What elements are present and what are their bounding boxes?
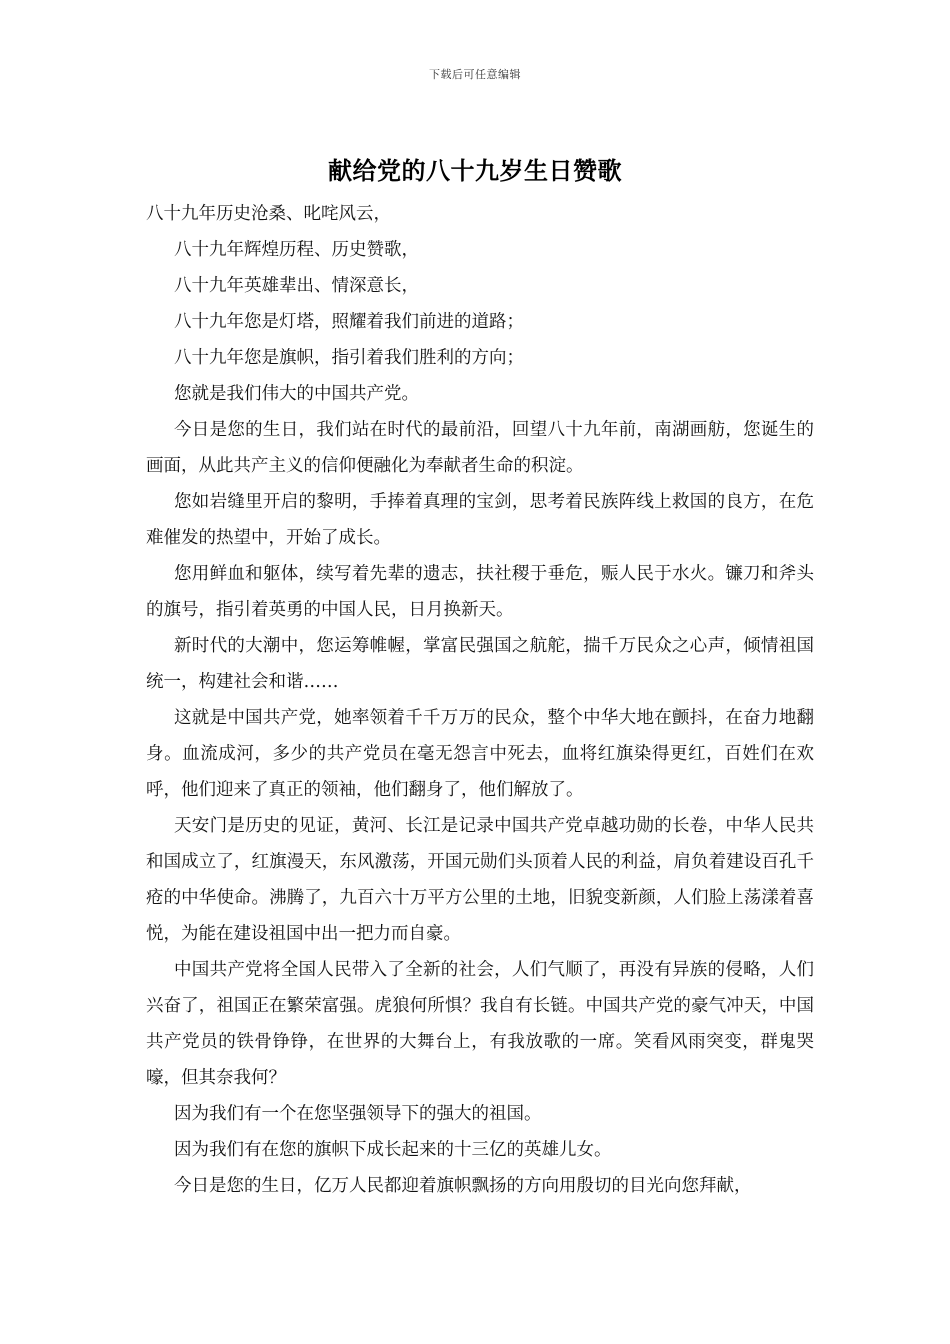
- paragraph-7: 今日是您的生日，我们站在时代的最前沿，回望八十九年前，南湖画舫，您诞生的画面，从此共产主义的信仰便融化为奉献者生命的积淀。: [146, 420, 814, 476]
- paragraph-13: 中国共产党将全国人民带入了全新的社会，人们气顺了，再没有异族的侵略，人们兴奋了，祖国正在繁荣富强。虎狼何所惧？我自有长链。中国共产党的豪气冲天，中国共产党员的铁骨铮铮，在世界的大舞台上，有我放歌的一席。笑看风雨突变，群鬼哭嚎，但其奈我何？: [146, 960, 814, 1088]
- paragraph-1: 八十九年历史沧桑、叱咤风云，: [146, 204, 391, 224]
- paragraph-10: 新时代的大潮中，您运筹帷幄，掌富民强国之航舵，揣千万民众之心声，倾情祖国统一，构建社会和谐……: [146, 636, 814, 692]
- paragraph-9: 您用鲜血和躯体，续写着先辈的遗志，扶社稷于垂危，赈人民于水火。镰刀和斧头的旗号，指引着英勇的中国人民，日月换新天。: [146, 564, 814, 620]
- document-body: [146, 196, 814, 1204]
- paragraph-3: 八十九年英雄辈出、情深意长，: [174, 276, 419, 296]
- paragraph-11: 这就是中国共产党，她率领着千千万万的民众，整个中华大地在颤抖，在奋力地翻身。血流成河，多少的共产党员在毫无怨言中死去，血将红旗染得更红，百姓们在欢呼，他们迎来了真正的领袖，他们翻身了，他们解放了。: [146, 708, 814, 800]
- paragraph-14: 因为我们有一个在您坚强领导下的强大的祖国。: [174, 1104, 542, 1124]
- paragraph-8: 您如岩缝里开启的黎明，手捧着真理的宝剑，思考着民族阵线上救国的良方，在危难催发的热望中，开始了成长。: [146, 492, 814, 548]
- document-title: 献给党的八十九岁生日赞歌: [328, 156, 622, 185]
- paragraph-6: 您就是我们伟大的中国共产党。: [174, 384, 419, 404]
- page-header-note: 下载后可任意编辑: [429, 68, 521, 81]
- paragraph-4: 八十九年您是灯塔，照耀着我们前进的道路；: [174, 312, 524, 332]
- paragraph-2: 八十九年辉煌历程、历史赞歌，: [174, 240, 419, 260]
- paragraph-12: 天安门是历史的见证，黄河、长江是记录中国共产党卓越功勋的长卷，中华人民共和国成立了，红旗漫天，东风激荡，开国元勋们头顶着人民的利益，肩负着建设百孔千疮的中华使命。沸腾了，九百六十万平方公里的土地，旧貌变新颜，人们脸上荡漾着喜悦，为能在建设祖国中出一把力而自豪。: [146, 816, 814, 944]
- paragraph-15: 因为我们有在您的旗帜下成长起来的十三亿的英雄儿女。: [174, 1140, 612, 1160]
- paragraph-16: 今日是您的生日，亿万人民都迎着旗帜飘扬的方向用殷切的目光向您拜献，: [174, 1176, 752, 1196]
- paragraph-5: 八十九年您是旗帜，指引着我们胜利的方向；: [174, 348, 524, 368]
